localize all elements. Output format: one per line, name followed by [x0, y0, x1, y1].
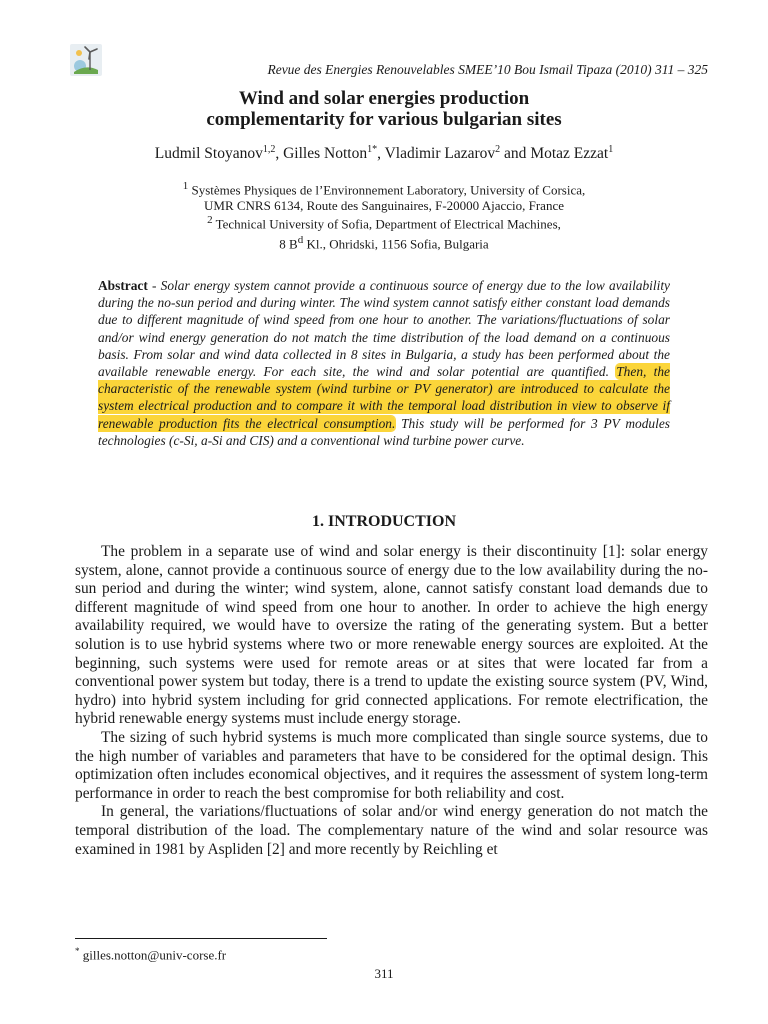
author-affiliation-mark: 1* — [367, 144, 378, 155]
affiliation-1 — [60, 178, 708, 214]
author-affiliation-mark: 1 — [608, 144, 614, 155]
author-affiliation-mark: 2 — [495, 144, 501, 155]
footnote-mark: * — [75, 946, 80, 956]
author-separator: , — [275, 145, 284, 163]
abstract-text: This study will be performed for 3 PV modules technologies (c-Si, a-Si and CIS) and a conventional wind turbine power curve. — [98, 415, 670, 448]
author-name: Vladimir Lazarov — [384, 145, 496, 163]
abstract — [98, 277, 670, 449]
abstract-text: Solar energy system cannot provide a continuous source of energy due to the low availability during the no-sun period and during winter. The wind system cannot satisfy either constant load demands due to different magnitude of wind speed from one hour to another. The variations/fluctuations of solar and/or wind energy generation do not match the time distribution of the load demand on a continuous basis. From solar and wind data collected in 8 sites in Bulgaria, a study has been performed about the available renewable energy. For each site, the wind and solar potential are quantified. — [98, 278, 670, 380]
affiliation-text: Kl., Ohridski, 1156 Sofia, Bulgaria — [303, 236, 489, 252]
highlighted-text[interactable]: Then, the characteristic of the renewable system (wind turbine or PV generator) are introduced to calculate the system electrical production and to compare it with the temporal load distribution in view to observe if renewable production fits the electrical consumption. — [98, 364, 671, 431]
journal-logo-icon — [70, 44, 102, 76]
author-name: Motaz Ezzat — [530, 145, 609, 163]
footnote-email[interactable]: gilles.notton@univ-corse.fr — [79, 947, 227, 963]
page-number: 311 — [374, 966, 394, 981]
author-name: Ludmil Stoyanov — [154, 145, 263, 163]
author-affiliation-mark: 1,2 — [262, 144, 276, 155]
title-line-1: Wind and solar energies production — [238, 88, 530, 109]
abstract-label: Abstract — [98, 278, 148, 293]
footnote-divider — [75, 938, 327, 939]
journal-citation: Revue des Energies Renouvelables SMEE’10 Bou Ismail Tipaza (2010) 311 – 325 — [267, 62, 708, 77]
affiliation-number: 2 — [207, 214, 213, 226]
affiliation-superscript: d — [297, 234, 304, 247]
body-paragraph: In general, the variations/fluctuations of solar and/or wind energy generation do not match the temporal distribution of the load. The complementary nature of the wind and solar resource was examined in 1981 by Aspliden [2] and more recently by Reichling et — [75, 803, 708, 858]
author-list — [60, 144, 708, 163]
author-separator: and — [500, 145, 531, 163]
body-paragraph: The problem in a separate use of wind and solar energy is their discontinuity [1]: solar energy system, alone, cannot provide a continuous source of energy due to the low availability during the no-sun period and during the winter; wind system, alone, cannot satisfy constant load demands due to different magnitude of wind speed from one hour to another. In order to achieve the high energy availability required, we would have to oversize the rating of the generating system. But a better solution is to use hybrid systems where two or more renewable energy sources are exploited. At the beginning, such systems were used for remote areas or at sites that were located far from a conventional power system but today, there is a trend to update the existing source system (PV, Wind, hydro) into hybrid system including for grid connected applications. For remote electrification, the hybrid renewable energy systems must include energy storage. — [75, 543, 708, 728]
affiliation-text: UMR CNRS 6134, Route des Sanguinaires, F-20000 Ajaccio, France — [204, 198, 564, 214]
section-heading: 1. INTRODUCTION — [311, 513, 456, 530]
author-separator: , — [377, 145, 385, 163]
body-paragraph: The sizing of such hybrid systems is much more complicated than single source systems, due to the high number of variables and parameters that have to be considered for the optimal design. This optimization often includes economical objectives, and it requires the assessment of system long-term performance in order to reach the best compromise for both reliability and cost. — [75, 728, 708, 802]
title-line-2: complementarity for various bulgarian sites — [206, 109, 562, 130]
affiliation-2 — [60, 212, 708, 253]
paper-title — [60, 88, 708, 130]
affiliation-number: 1 — [182, 180, 189, 192]
section-body — [75, 543, 708, 859]
author-name: Gilles Notton — [283, 145, 368, 163]
footnote — [75, 946, 226, 963]
abstract-dash: - — [147, 278, 161, 293]
affiliation-text: Systèmes Physiques de l’Environnement Laboratory, University of Corsica, — [191, 182, 586, 198]
affiliation-text: 8 B — [279, 236, 298, 252]
affiliation-text: Technical University of Sofia, Department of Electrical Machines, — [215, 216, 561, 232]
